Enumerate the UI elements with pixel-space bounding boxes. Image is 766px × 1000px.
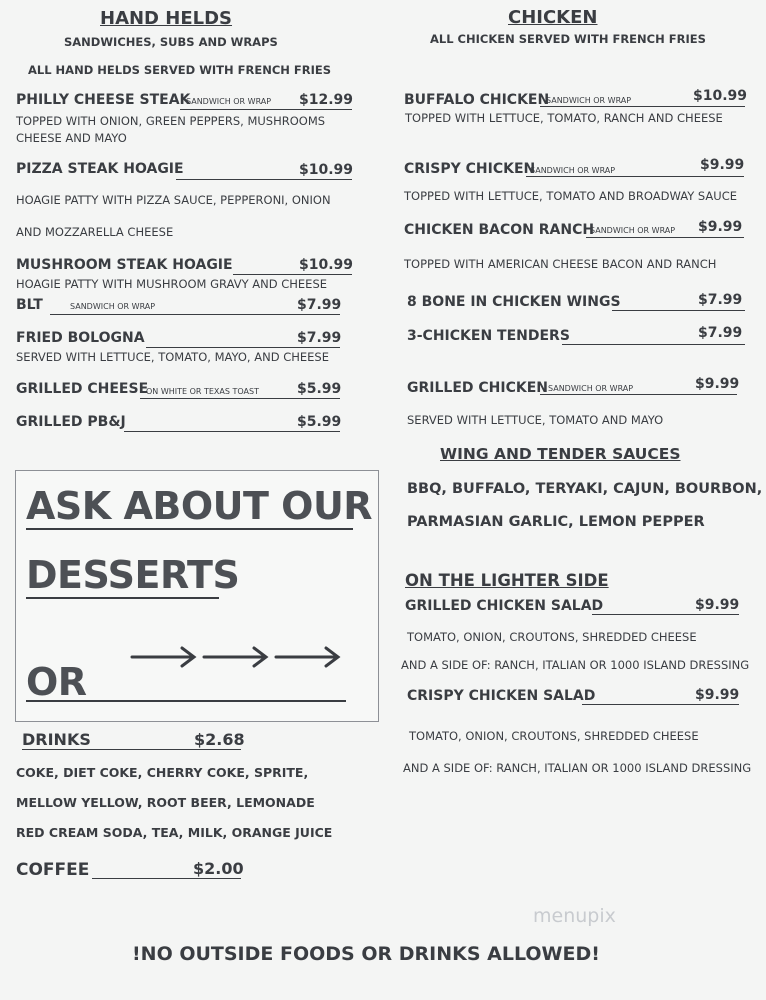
menu-item-name: CHICKEN BACON RANCH bbox=[404, 222, 595, 238]
menu-item-note: SANDWICH OR WRAP bbox=[546, 96, 632, 105]
menu-item-name: GRILLED PB&J bbox=[16, 414, 126, 430]
menu-item-desc: TOMATO, ONION, CROUTONS, SHREDDED CHEESE bbox=[407, 630, 697, 644]
menu-item-desc: HOAGIE PATTY WITH PIZZA SAUCE, PEPPERONI, ONION bbox=[16, 193, 331, 207]
menu-item-desc: TOPPED WITH AMERICAN CHEESE BACON AND RANCH bbox=[404, 257, 717, 271]
divider bbox=[612, 310, 745, 311]
divider bbox=[582, 704, 739, 705]
divider bbox=[26, 597, 219, 599]
divider bbox=[562, 344, 745, 345]
chicken-title: CHICKEN bbox=[508, 7, 598, 28]
menu-item-desc: SERVED WITH LETTUCE, TOMATO, MAYO, AND CHEESE bbox=[16, 350, 329, 364]
watermark: menupix bbox=[533, 905, 616, 927]
menu-item-name: BLT bbox=[16, 297, 43, 313]
menu-item-price: $12.99 bbox=[299, 92, 354, 108]
menu-item-price: $7.99 bbox=[698, 325, 743, 341]
handhelds-fries-note: ALL HAND HELDS SERVED WITH FRENCH FRIES bbox=[28, 63, 332, 77]
menu-item-price: $10.99 bbox=[693, 88, 748, 104]
menu-item-name: PHILLY CHEESE STEAK bbox=[16, 92, 191, 108]
menu-item-desc: TOPPED WITH LETTUCE, TOMATO AND BROADWAY SAUCE bbox=[404, 189, 737, 203]
menu-item-desc: TOMATO, ONION, CROUTONS, SHREDDED CHEESE bbox=[409, 729, 699, 743]
menu-item-desc: SERVED WITH LETTUCE, TOMATO AND MAYO bbox=[407, 413, 664, 427]
menu-item-price: $7.99 bbox=[297, 330, 342, 346]
drinks-line: MELLOW YELLOW, ROOT BEER, LEMONADE bbox=[16, 795, 315, 810]
drinks-line: RED CREAM SODA, TEA, MILK, ORANGE JUICE bbox=[16, 825, 333, 840]
sauces-line: BBQ, BUFFALO, TERYAKI, CAJUN, BOURBON, bbox=[407, 481, 763, 497]
divider bbox=[22, 749, 241, 750]
divider bbox=[124, 431, 340, 432]
menu-item-price: $9.99 bbox=[695, 376, 740, 392]
chicken-subtitle: ALL CHICKEN SERVED WITH FRENCH FRIES bbox=[430, 32, 706, 46]
menu-item-price: $5.99 bbox=[297, 414, 342, 430]
menu-item-name: 3-CHICKEN TENDERS bbox=[407, 328, 570, 344]
divider bbox=[540, 394, 737, 395]
divider bbox=[233, 274, 352, 275]
lighter-title: ON THE LIGHTER SIDE bbox=[405, 571, 609, 590]
menu-item-desc: AND A SIDE OF: RANCH, ITALIAN OR 1000 ISLAND DRESSING bbox=[401, 658, 750, 672]
menu-item-name: CRISPY CHICKEN SALAD bbox=[407, 688, 596, 704]
divider bbox=[50, 314, 340, 315]
desserts-line2: DESSERTS bbox=[26, 553, 240, 597]
menu-item-price: $9.99 bbox=[695, 597, 740, 613]
menu-item-name: PIZZA STEAK HOAGIE bbox=[16, 161, 184, 177]
menu-item-note: SANDWICH OR WRAP bbox=[548, 384, 634, 393]
menu-item-price: $9.99 bbox=[700, 157, 745, 173]
drinks-price: $2.68 bbox=[194, 730, 245, 749]
coffee-label: COFFEE bbox=[16, 860, 90, 880]
menu-item-price: $5.99 bbox=[297, 381, 342, 397]
menu-item-price: $10.99 bbox=[299, 162, 354, 178]
menu-item-name: CRISPY CHICKEN bbox=[404, 161, 536, 177]
menu-item-note: SANDWICH OR WRAP bbox=[590, 226, 676, 235]
handhelds-subtitle: SANDWICHES, SUBS AND WRAPS bbox=[64, 35, 278, 49]
handhelds-title: HAND HELDS bbox=[100, 8, 233, 29]
divider bbox=[540, 106, 745, 107]
menu-item-name: MUSHROOM STEAK HOAGIE bbox=[16, 257, 233, 273]
menu-item-price: $9.99 bbox=[695, 687, 740, 703]
menu-item-price: $10.99 bbox=[299, 257, 354, 273]
menu-item-desc: AND A SIDE OF: RANCH, ITALIAN OR 1000 ISLAND DRESSING bbox=[403, 761, 752, 775]
menu-item-desc: TOPPED WITH ONION, GREEN PEPPERS, MUSHROOMS bbox=[16, 114, 326, 128]
menu-item-name: GRILLED CHICKEN bbox=[407, 380, 548, 396]
divider bbox=[92, 878, 241, 879]
menu-item-desc: TOPPED WITH LETTUCE, TOMATO, RANCH AND CHEESE bbox=[405, 111, 723, 125]
divider bbox=[592, 614, 739, 615]
menu-item-note: ON WHITE OR TEXAS TOAST bbox=[146, 387, 259, 396]
menu-item-price: $7.99 bbox=[698, 292, 743, 308]
menu-item-name: GRILLED CHEESE bbox=[16, 381, 149, 397]
divider bbox=[26, 700, 346, 702]
menu-item-note: SANDWICH OR WRAP bbox=[70, 302, 156, 311]
sauces-line: PARMASIAN GARLIC, LEMON PEPPER bbox=[407, 514, 705, 530]
divider bbox=[180, 109, 352, 110]
menu-item-price: $9.99 bbox=[698, 219, 743, 235]
desserts-line1: ASK ABOUT OUR bbox=[26, 484, 373, 528]
menu-item-name: 8 BONE IN CHICKEN WINGS bbox=[407, 294, 621, 310]
menu-item-desc: HOAGIE PATTY WITH MUSHROOM GRAVY AND CHEESE bbox=[16, 277, 328, 291]
desserts-line3: OR bbox=[26, 660, 87, 704]
menu-item-name: BUFFALO CHICKEN bbox=[404, 92, 550, 108]
menu-item-note: SANDWICH OR WRAP bbox=[186, 97, 272, 106]
drinks-line: COKE, DIET COKE, CHERRY COKE, SPRITE, bbox=[16, 765, 309, 780]
sauces-title: WING AND TENDER SAUCES bbox=[440, 445, 681, 463]
divider bbox=[526, 176, 744, 177]
divider bbox=[146, 347, 340, 348]
menu-item-price: $7.99 bbox=[297, 297, 342, 313]
coffee-price: $2.00 bbox=[193, 859, 244, 878]
divider bbox=[26, 528, 353, 530]
divider bbox=[140, 398, 340, 399]
menu-item-name: GRILLED CHICKEN SALAD bbox=[405, 598, 604, 614]
menu-item-name: FRIED BOLOGNA bbox=[16, 330, 145, 346]
arrow-right-icon bbox=[130, 645, 345, 673]
menu-item-desc: CHEESE AND MAYO bbox=[16, 131, 127, 145]
menu-item-note: SANDWICH OR WRAP bbox=[530, 166, 616, 175]
menu-item-desc: AND MOZZARELLA CHEESE bbox=[16, 225, 174, 239]
divider bbox=[176, 179, 352, 180]
drinks-title: DRINKS bbox=[22, 730, 91, 749]
divider bbox=[586, 237, 744, 238]
footer-notice: !NO OUTSIDE FOODS OR DRINKS ALLOWED! bbox=[132, 943, 600, 965]
